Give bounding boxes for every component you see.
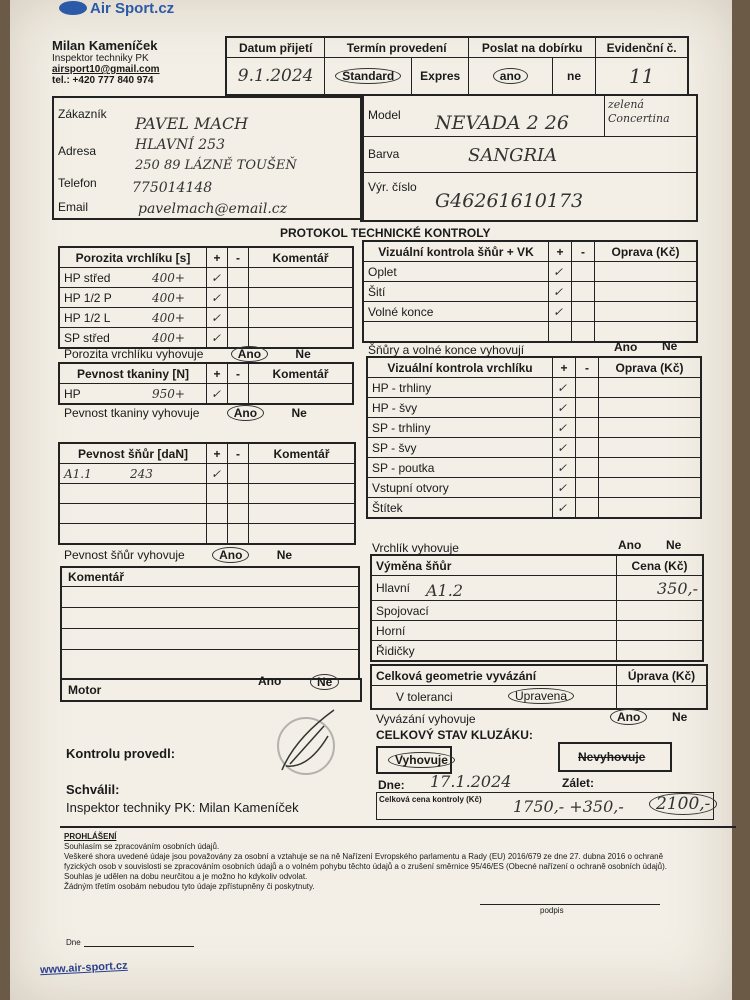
komentar-box[interactable] (60, 566, 360, 680)
customer-address1[interactable]: HLAVNÍ 253 (135, 137, 225, 153)
geometrie-result-label: Vyvázání vyhovuje (376, 712, 476, 726)
tkanina-komentar-header: Komentář (249, 363, 354, 384)
table-row (367, 418, 701, 438)
dne-label: Dne: (378, 778, 405, 792)
snury-komentar-header: Komentář (249, 443, 356, 464)
table-row (367, 438, 701, 458)
vrchlik-row-check[interactable]: ✓ (553, 418, 576, 438)
vk-row-check[interactable]: ✓ (549, 282, 572, 302)
table-row (371, 601, 703, 621)
declaration-block (64, 832, 734, 892)
top-info-table (225, 36, 689, 96)
vk-row-check[interactable]: ✓ (549, 302, 572, 322)
datum-prijeti-value[interactable]: 9.1.2024 (226, 58, 325, 96)
signature-line (480, 904, 660, 905)
tkanina-result-label: Pevnost tkaniny vyhovuje (64, 406, 200, 420)
tkanina-plus-header: + (207, 363, 228, 384)
porozita-title: Porozita vrchlíku [s] (59, 247, 207, 268)
customer-name[interactable]: PAVEL MACH (135, 114, 249, 133)
motor-box (60, 674, 362, 702)
table-row (59, 308, 353, 328)
termin-expres[interactable]: Expres (412, 58, 469, 96)
tkanina-result (64, 406, 307, 420)
company-name: Milan Kameníček (52, 38, 158, 53)
prohlaseni-line3: fyzických osob v souvislosti se zpracováním osobních údajů a o volném pohybu těchto údajů a o zrušení směrnice 95/46/ES (Obecné nařízení o ochraně osobních údajů). (64, 862, 668, 871)
vk-minus-header: - (572, 241, 595, 262)
nevyhovuje-label[interactable]: Nevyhovuje (578, 750, 646, 764)
prohlaseni-title: PROHLÁŠENÍ (64, 832, 117, 841)
table-row (367, 378, 701, 398)
col-dobirka: Poslat na dobírku (469, 37, 596, 58)
dne-footer-line (84, 946, 194, 947)
website-link[interactable]: www.air-sport.cz (39, 959, 128, 977)
porozita-table (58, 246, 354, 349)
geometrie-ne[interactable]: Ne (672, 710, 688, 724)
vk-table (362, 240, 698, 343)
tkanina-row-check[interactable]: ✓ (207, 384, 228, 405)
porozita-row-value[interactable]: 400+ (152, 310, 185, 325)
table-row (367, 458, 701, 478)
customer-email[interactable]: pavelmach@email.cz (138, 201, 287, 217)
tkanina-ne[interactable]: Ne (291, 406, 307, 420)
table-row (59, 464, 355, 484)
evidencni-value[interactable]: 11 (596, 58, 688, 96)
table-row (59, 524, 355, 545)
vrchlik-row-check[interactable]: ✓ (553, 498, 576, 519)
customer-phone[interactable]: 775014148 (132, 180, 213, 196)
model-note[interactable]: zelená Concertina (608, 98, 670, 125)
vrchlik-row-check[interactable]: ✓ (553, 398, 576, 418)
snury-table (58, 442, 356, 545)
vrchlik-row-label: HP - trhliny (367, 378, 553, 398)
geometrie-upravena[interactable]: Upravena (508, 688, 574, 704)
snury-title: Pevnost šňůr [daN] (59, 443, 207, 464)
vymena-row-label: Řidičky (371, 641, 617, 662)
vymena-row-label: Hlavní (376, 581, 411, 595)
prohlaseni-line5: Žádným třetím osobám nebudou tyto údaje zpřístupněny či poskytnuty. (64, 882, 315, 891)
porozita-row-check[interactable]: ✓ (207, 288, 228, 308)
porozita-row-label: HP střed (64, 270, 111, 285)
vk-row-label: Šití (363, 282, 549, 302)
vrchlik-row-label: Vstupní otvory (367, 478, 553, 498)
company-email[interactable]: airsport10@gmail.com (52, 64, 160, 75)
vyhovuje-box[interactable] (376, 746, 452, 774)
table-row (367, 478, 701, 498)
inspection-form-sheet (10, 0, 732, 1000)
podpis-label: podpis (540, 906, 564, 915)
vk-result (368, 343, 524, 357)
motor-ano[interactable]: Ano (258, 674, 282, 688)
company-block (52, 38, 222, 86)
zalet-label: Zálet: (562, 776, 595, 790)
tkanina-title: Pevnost tkaniny [N] (59, 363, 207, 384)
vymena-table (370, 554, 704, 662)
vrchlik-table (366, 356, 702, 519)
vk-ano[interactable]: Ano (614, 340, 638, 354)
motor-ne[interactable]: Ne (310, 674, 339, 690)
tkanina-minus-header: - (228, 363, 249, 384)
vrchlik-result-label: Vrchlík vyhovuje (372, 541, 459, 555)
celkova-cena-label: Celková cena kontroly (Kč) (379, 795, 482, 804)
model-label: Model (368, 108, 401, 122)
dne-footer-label: Dne (66, 938, 81, 947)
vrchlik-oprava-header: Oprava (Kč) (599, 357, 702, 378)
vymena-row-value[interactable]: A1.2 (426, 581, 463, 600)
porozita-row-check[interactable]: ✓ (207, 308, 228, 328)
porozita-ne[interactable]: Ne (295, 347, 311, 361)
porozita-result-label: Porozita vrchlíku vyhovuje (64, 347, 204, 361)
air-sport-logo (58, 0, 188, 18)
col-evidencni: Evidenční č. (596, 37, 688, 58)
porozita-minus-header: - (228, 247, 249, 268)
snury-minus-header: - (228, 443, 249, 464)
motor-label: Motor (68, 683, 102, 697)
col-termin: Termín provedení (325, 37, 469, 58)
porozita-row-label: SP střed (64, 330, 110, 345)
table-row (363, 282, 697, 302)
email-label: Email (58, 200, 89, 214)
vrchlik-row-check[interactable]: ✓ (553, 458, 576, 478)
dobirka-ano[interactable]: ano (493, 68, 528, 84)
table-row (363, 302, 697, 322)
snury-result (64, 548, 292, 562)
prohlaseni-line4: Souhlas je udělen na dobu neurčitou a je možno ho kdykoliv odvolat. (64, 872, 308, 881)
table-row (371, 621, 703, 641)
protocol-title: PROTOKOL TECHNICKÉ KONTROLY (280, 226, 491, 240)
company-role: Inspektor techniky PK (52, 53, 149, 64)
tkanina-row-label: HP (64, 386, 81, 401)
inspektor-label: Inspektor techniky PK: Milan Kameníček (66, 800, 299, 815)
vrchlik-row-label: SP - poutka (367, 458, 553, 478)
komentar-box-title: Komentář (62, 568, 358, 587)
tkanina-table (58, 362, 354, 405)
porozita-komentar-header: Komentář (249, 247, 354, 268)
tkanina-ano[interactable]: Ano (227, 405, 264, 421)
stamp-signature-icon (272, 706, 342, 778)
table-row (59, 384, 353, 405)
logo-swoosh-icon (58, 0, 88, 18)
porozita-row-label: HP 1/2 L (64, 310, 111, 325)
table-row (59, 288, 353, 308)
vrchlik-minus-header: - (576, 357, 599, 378)
porozita-ano[interactable]: Ano (231, 346, 268, 362)
vyr-cislo-value[interactable]: G46261610173 (435, 190, 584, 212)
vymena-row-label: Spojovací (371, 601, 617, 621)
barva-value[interactable]: SANGRIA (468, 145, 558, 166)
porozita-plus-header: + (207, 247, 228, 268)
vyhovuje-label[interactable]: Vyhovuje (388, 752, 455, 768)
table-row (59, 504, 355, 524)
porozita-row-value[interactable]: 400+ (152, 330, 185, 345)
table-row (367, 498, 701, 519)
schvalil-label: Schválil: (66, 782, 120, 797)
snury-row-check[interactable]: ✓ (207, 464, 228, 484)
nevyhovuje-box[interactable] (558, 742, 672, 772)
logo-text: Air Sport.cz (90, 0, 175, 17)
customer-address2[interactable]: 250 89 LÁZNĚ TOUŠEŇ (135, 158, 297, 173)
prohlaseni-line2: Veškeré shora uvedené údaje jsou považovány za osobní a vztahuje se na ně Nařízení Evropského parlamentu a Rady (EU) 2016/679 ze dne 27. dubna 2016 o ochraně (64, 852, 664, 861)
vrchlik-row-label: Štítek (367, 498, 553, 519)
geometrie-uprava-header: Úprava (Kč) (617, 665, 708, 686)
snury-ne[interactable]: Ne (276, 548, 293, 562)
celkovy-stav-title: CELKOVÝ STAV KLUZÁKU: (376, 728, 533, 742)
barva-label: Barva (368, 147, 400, 161)
telefon-label: Telefon (58, 176, 97, 190)
vrchlik-ne[interactable]: Ne (666, 538, 682, 552)
vrchlik-row-label: SP - švy (367, 438, 553, 458)
table-row (371, 576, 703, 601)
vrchlik-plus-header: + (553, 357, 576, 378)
geometrie-v-tolerance[interactable]: V toleranci (396, 690, 453, 704)
snury-result-label: Pevnost šňůr vyhovuje (64, 548, 185, 562)
vyr-cislo-label: Výr. číslo (368, 180, 417, 194)
table-row (59, 268, 353, 288)
vymena-title: Výměna šňůr (371, 555, 617, 576)
vrchlik-ano[interactable]: Ano (618, 538, 642, 552)
vk-result-label: Šňůry a volné konce vyhovují (368, 343, 525, 357)
declaration-divider (60, 826, 736, 828)
table-row (363, 322, 697, 343)
vk-plus-header: + (549, 241, 572, 262)
porozita-row-value[interactable]: 400+ (152, 270, 185, 285)
vk-row-label: Oplet (363, 262, 549, 282)
adresa-label: Adresa (58, 144, 97, 158)
snury-row-label[interactable]: A1.1 (64, 466, 92, 481)
celkova-cena-total[interactable]: 2100,- (649, 793, 717, 815)
porozita-row-label: HP 1/2 P (64, 290, 112, 305)
vymena-row-label: Horní (371, 621, 617, 641)
prohlaseni-line1: Souhlasím se zpracováním osobních údajů. (64, 842, 220, 851)
porozita-row-check[interactable]: ✓ (207, 268, 228, 288)
table-row (371, 641, 703, 662)
vk-title: Vizuální kontrola šňůr + VK (363, 241, 549, 262)
vk-row-label: Volné konce (363, 302, 549, 322)
kontrolu-provedl-label: Kontrolu provedl: (66, 746, 176, 761)
termin-standard[interactable]: Standard (335, 68, 401, 84)
company-phone: tel.: +420 777 840 974 (52, 75, 154, 86)
porozita-result (64, 347, 311, 361)
celkova-cena-value[interactable]: 1750,- +350,- (513, 797, 624, 816)
table-row (367, 398, 701, 418)
vrchlik-row-check[interactable]: ✓ (553, 478, 576, 498)
porozita-row-value[interactable]: 400+ (152, 290, 185, 305)
model-value[interactable]: NEVADA 2 26 (435, 112, 569, 134)
geometrie-table (370, 664, 708, 710)
snury-row-value[interactable]: 243 (130, 466, 153, 481)
table-row (59, 328, 353, 349)
snury-plus-header: + (207, 443, 228, 464)
dne-value[interactable]: 17.1.2024 (430, 772, 512, 791)
celkova-cena-box (376, 792, 714, 820)
tkanina-row-value[interactable]: 950+ (152, 386, 185, 401)
vrchlik-row-check[interactable]: ✓ (553, 378, 576, 398)
vrchlik-row-label: HP - švy (367, 398, 553, 418)
dobirka-ne[interactable]: ne (552, 58, 595, 96)
table-row (371, 686, 707, 710)
vk-oprava-header: Oprava (Kč) (595, 241, 698, 262)
snury-ano[interactable]: Ano (212, 547, 249, 563)
vymena-cena-header: Cena (Kč) (617, 555, 704, 576)
table-row (363, 262, 697, 282)
vk-row-check[interactable]: ✓ (549, 262, 572, 282)
vymena-row-price[interactable]: 350,- (617, 576, 704, 601)
col-datum-prijeti: Datum přijetí (226, 37, 325, 58)
geometrie-ano[interactable]: Ano (610, 709, 647, 725)
vk-ne[interactable]: Ne (662, 339, 678, 353)
porozita-row-check[interactable]: ✓ (207, 328, 228, 349)
zakaznik-label: Zákazník (58, 107, 107, 121)
vrchlik-title: Vizuální kontrola vrchlíku (367, 357, 553, 378)
geometrie-title: Celková geometrie vyvázání (371, 665, 617, 686)
table-row (59, 484, 355, 504)
vrchlik-row-label: SP - trhliny (367, 418, 553, 438)
vrchlik-row-check[interactable]: ✓ (553, 438, 576, 458)
